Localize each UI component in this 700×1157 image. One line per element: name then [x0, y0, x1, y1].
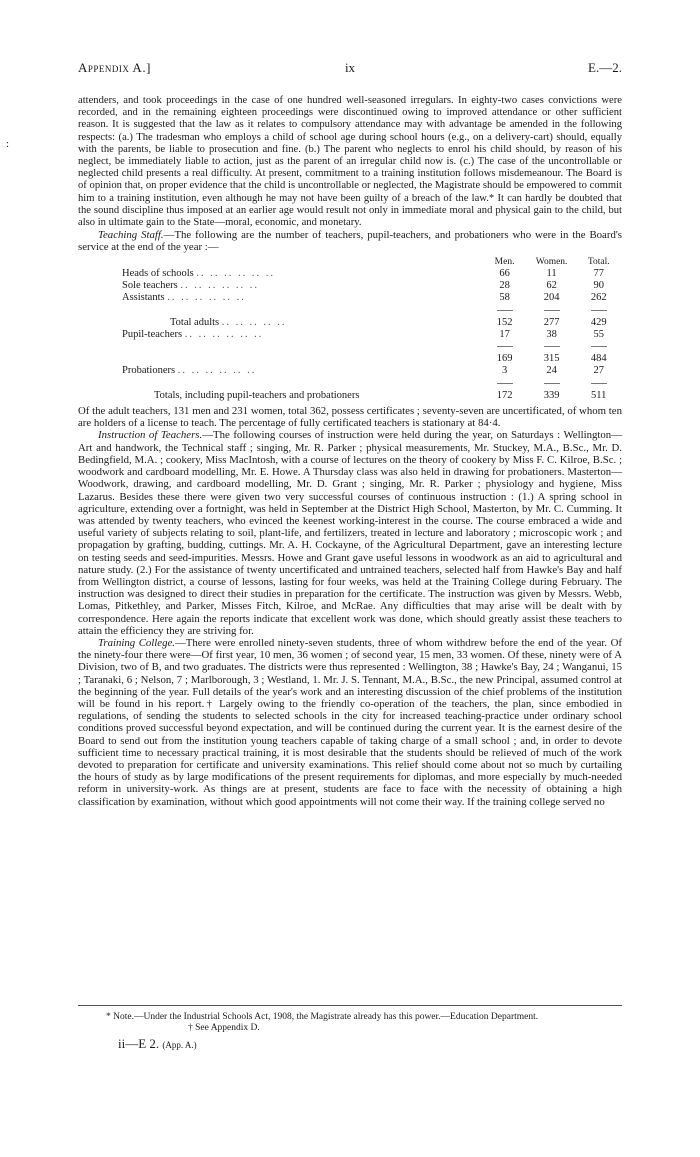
cell-men: 66 [499, 267, 510, 279]
table-rule [122, 378, 622, 390]
header-page-number: ix [344, 60, 356, 75]
page-header [78, 60, 622, 80]
cell-women: 11 [546, 267, 557, 279]
header-reference: E.—2. [588, 60, 622, 75]
table-row: Sole teachers .. .. .. .. .. .. 28 62 90 [122, 280, 622, 292]
row-label: Assistants [122, 292, 165, 304]
table-row [122, 353, 622, 365]
table-row: Probationers .. .. .. .. .. .. 3 24 27 [122, 365, 622, 377]
cell-men: 172 [496, 389, 513, 401]
signature-main: ii—E 2. [118, 1036, 160, 1051]
table-rule [122, 341, 622, 353]
cell-total: 511 [591, 389, 607, 401]
cell-women: 339 [543, 389, 560, 401]
col-header-women: Women. [535, 256, 568, 267]
staff-table-header [122, 256, 622, 268]
row-label: Pupil-teachers [122, 328, 183, 340]
cell-women: 24 [546, 365, 557, 377]
row-label: Sole teachers [122, 280, 178, 292]
cell-men: 3 [501, 365, 508, 377]
paragraph-attendance: attenders, and took proceedings in the case of one hundred well-seasoned irregulars. In eighty-two cases convictions were recorded, and in the remaining eighteen proceedings were discontinued owing to improved attendance or other sufficient reason. It is suggested that the law as it relates to compulsory attendance may with advantage be amended in the following respects: (a.) The tradesman who employs a child of school age during school hours (e.g., on a delivery-cart) should, equally with the parents, be liable to prosecution and fine. (b.) The parent who neglects to enrol his child should, by reason of his neglect, be immediately liable to action, just as the parent of an irregular child now is. (c.) The case of the uncontrollable or neglected child presents a real difficulty. At present, commitment to a training institution follows misdemeanour. The Board is of opinion that, on proper evidence that the child is uncontrollable or neglected, the Magistrate should be empowered to commit him to a training institution, even although he may not have been guilty of a breach of the law.* It can hardly be doubted that the sound discipline thus imposed at an earlier age would result not only in immediate moral and physical gain to the child, but also in ultimate gain to the State—moral, economic, and monetary. [78, 95, 622, 229]
row-label: Heads of schools [122, 267, 194, 279]
instruction-text: —The following courses of instruction were held during the year, on Saturdays : Wellington—Art and handwork, the Technical staff ; singing, Mr. R. Parker ; physical measurements, Mr. Stuckey, M.A., B.Sc., Mr. D. Bedingfield, M.A. ; cookery, Miss MacIntosh, with a course of lectures on the theory of cookery by Miss F. C. Kilroe, B.Sc. ; woodwork and cardboard modelling, Mr. E. Howe. A Thursday class was also held in drawing for probationers. Masterton—Woodwork, drawing, and cardboard modelling, Mr. D. Grant ; singing, Mr. R. Parker ; physiology and hygiene, Miss Lazarus. Besides these there were given two very successful courses of continuous instruction : (1.) A spring school in agriculture, extending over a fortnight, was held in September at the District High School, Masterton, by Mr. C. Cumming. It was attended by twenty teachers, who evinced the keenest working-interest in the course. The course embraced a wide and useful variety of subjects relating to soil, plant-life, and fertilizers, treated in lecture and laboratory ; microscopic work ; and propagation by grafting, budding, cuttings. Mr. A. H. Cockayne, of the Agricultural Department, gave an interesting lecture on testing seeds and seed-impurities. Messrs. Howe and Grant gave useful lessons in woodwork as an aid to agricultural and nature study. (2.) For the assistance of twenty uncertificated and untrained teachers, selected half from Hawke's Bay and half from Wellington district, a course of lessons, lasting for four weeks, was held at the Training College during February. The instruction was designed to direct their studies in preparation for the certificate. The instruction was given by Messrs. Webb, Lomas, Pitkethley, and Parker, Misses Fitch, Kilroe, and McRae. Any difficulties that may arise will be dealt with by correspondence. Here again the reports indicate that excellent work was done, which should greatly assist these teachers to attain the efficiency they are striving for. [78, 429, 622, 637]
training-heading: Training College. [98, 636, 175, 649]
printer-signature [118, 1036, 197, 1052]
cell-women: 62 [546, 280, 557, 292]
cell-total: 262 [590, 292, 607, 304]
cell-women: 38 [546, 328, 557, 340]
cell-total: 90 [593, 280, 604, 292]
col-header-men: Men. [494, 256, 515, 267]
cell-women: 277 [543, 316, 560, 328]
table-row: Assistants .. .. .. .. .. .. 58 204 262 [122, 292, 622, 304]
cell-women: 315 [543, 353, 560, 365]
cell-men: 17 [499, 328, 510, 340]
cell-total: 27 [593, 365, 604, 377]
cell-total: 429 [590, 316, 607, 328]
row-label: Total adults [170, 316, 220, 328]
teaching-staff-text: —The following are the number of teachers, pupil-teachers, and probationers who were in the Board's service at the end of the year :— [78, 229, 622, 254]
table-row: Pupil-teachers .. .. .. .. .. .. 17 38 55 [122, 329, 622, 341]
signature-sub: (App. A.) [162, 1040, 197, 1050]
cell-men: 28 [499, 280, 510, 292]
paragraph-teaching-staff [78, 229, 622, 253]
cell-total: 484 [590, 353, 607, 365]
paragraph-instruction [78, 429, 622, 636]
header-appendix: Appendix A.] [78, 60, 151, 75]
paragraph-adult-teachers: Of the adult teachers, 131 men and 231 women, total 362, possess certificates ; seventy-seven are uncertificated, of whom ten are holders of a license to teach. The percentage of fully certificated teachers is stationary at 84·4. [78, 405, 622, 430]
body-text [78, 95, 622, 808]
col-header-total: Total. [587, 256, 610, 267]
footnote-dagger: † See Appendix D. [188, 1023, 260, 1033]
table-row: Total adults .. .. .. .. .. 152 277 429 [122, 317, 622, 329]
table-row [122, 390, 622, 402]
paragraph-training-college [78, 637, 622, 808]
cell-women: 204 [543, 292, 560, 304]
teaching-staff-heading: Teaching Staff. [98, 229, 164, 242]
staff-table [122, 256, 622, 402]
training-text: —There were enrolled ninety-seven students, three of whom withdrew before the end of the year. Of the ninety-four there were—Of first year, 10 men, 36 women ; of second year, 15 men, 33 women. Of these, ninety were of A Division, two of B, and two graduates. The districts were thus represented : Wellington, 38 ; Hawke's Bay, 24 ; Wanganui, 15 ; Taranaki, 6 ; Nelson, 7 ; Marlborough, 3 ; Westland, 1. Mr. J. S. Tennant, M.A., B.Sc., the new Principal, assumed control at the beginning of the year. Full details of the year's work and an interesting discussion of the chief problems of the institution will be found in his report.† Largely owing to the friendly co-operation of the teachers, the plan, since embodied in regulations, of sending the students to selected schools in the city for increased teaching-practice under ordinary school conditions proved successful beyond expectation, and will be continued during the current year. It is the earnest desire of the Board to send out from the institution young teachers capable of taking charge of a small school ; and, in order to devote sufficient time to necessary practical training, it is most desirable that the students should be relieved of much of the work devoted to preparation for certificate and university examinations. This relief should come about not so much by curtailing the hours of study as by large modifications of the present requirements for diplomas, and more especially by much-needed reform in university-work. As things are at present, students are face to face with the necessity of obtaining a high classification by examination, without which good appointments will not come their way. If the training college served no [78, 636, 622, 808]
cell-men: 58 [499, 292, 510, 304]
table-rule [122, 304, 622, 316]
footnotes [78, 1005, 622, 1034]
instruction-heading: Instruction of Teachers. [98, 429, 203, 442]
cell-men: 152 [496, 316, 513, 328]
cell-men: 169 [496, 353, 513, 365]
footnote-star: * Note.—Under the Industrial Schools Act, 1908, the Magistrate already has this power.—Education Department. [106, 1012, 539, 1022]
row-label: Totals, including pupil-teachers and probationers [154, 389, 360, 401]
margin-mark: : [6, 138, 10, 150]
cell-total: 55 [593, 328, 604, 340]
table-row: Heads of schools .. .. .. .. .. .. 66 11 77 [122, 268, 622, 280]
row-label: Probationers [122, 365, 176, 377]
cell-total: 77 [593, 267, 604, 279]
